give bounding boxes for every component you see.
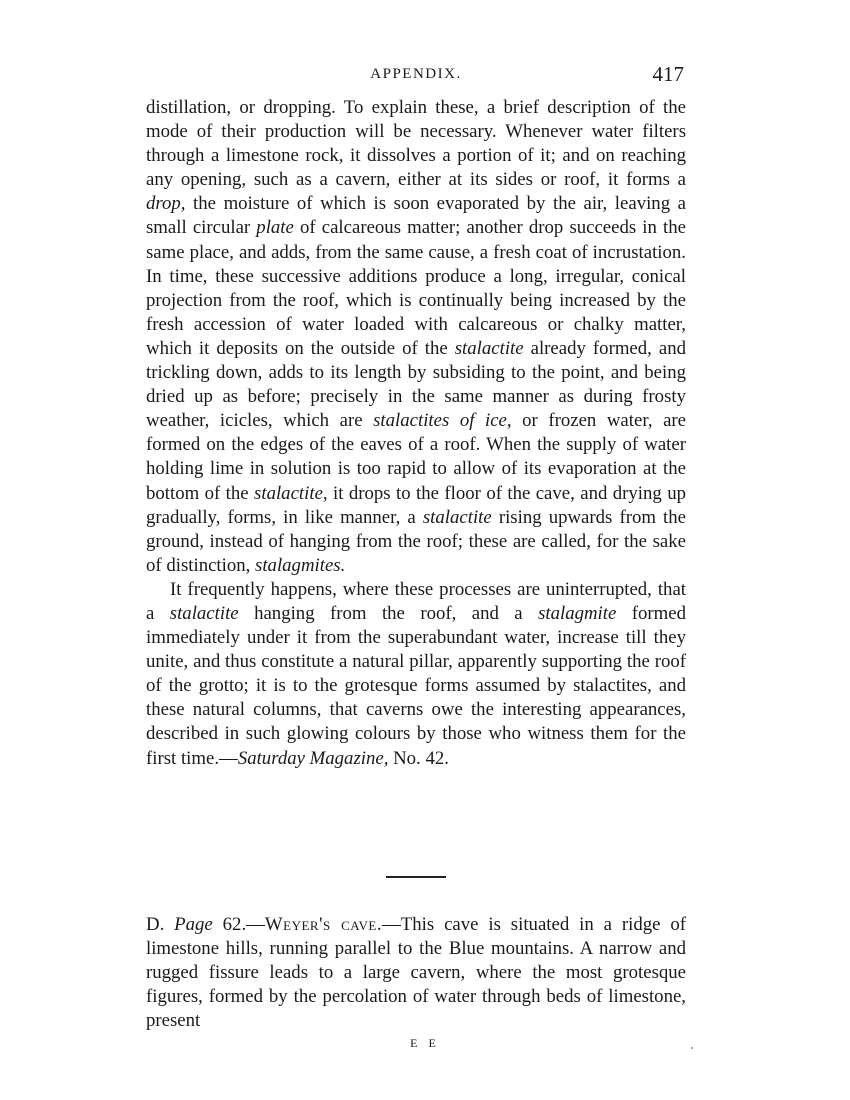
print-speck	[691, 1047, 693, 1049]
page-reference-label: Page	[174, 914, 213, 935]
text-run: rising upwards from the ground, instead of hanging from the roof; these are called, for the sake of distinction,	[146, 506, 686, 576]
text-run: it drops to the floor of the cave, and drying up gradually, forms, in like manner, a	[146, 482, 686, 528]
citation-source: Saturday Magazine,	[237, 747, 389, 769]
text-run: already formed, and trickling down, adds to its length by subsiding to the point, and being dried up as before; precisely in the same manner as during frosty weather, icicles, which are	[146, 337, 686, 432]
italic-term: stalactites of ice,	[373, 410, 512, 432]
text-run: —This cave is situated in a ridge of limestone hills, running parallel to the Blue mountains. A narrow and rugged fissure leads to a large cavern, where the most grotesque figures, formed by the percolation of water through beds of limestone, present	[146, 914, 686, 1032]
running-title: APPENDIX.	[370, 66, 462, 82]
text-run: of calcareous matter; another drop succeeds in the same place, and adds, from the same cause, a fresh coat of incrustation. In time, these successive additions produce a long, irregular, conical projection from the roof, which is continually being increased by the fresh accession of water loaded with calcareous or chalky matter, which it deposits on the outside of the	[146, 217, 686, 359]
paragraph-natural-pillars	[146, 578, 686, 771]
page-number: 417	[652, 62, 684, 86]
italic-term: stalactite	[169, 602, 239, 624]
italic-term: stalagmites.	[255, 554, 346, 576]
text-run: distillation, or dropping. To explain these, a brief description of the mode of their production will be necessary. Whenever water filters through a limestone rock, it dissolves a portion of it; and on reaching any opening, such as a cavern, either at its sides or roof, it forms a	[146, 97, 686, 191]
text-run: or frozen water, are formed on the edges of the eaves of a roof. When the supply of water holding lime in solution is too rapid to allow of its evaporation at the bottom of the	[146, 410, 687, 504]
signature-mark: E E	[410, 1036, 440, 1050]
italic-term: drop,	[146, 193, 186, 215]
paragraph-weyers-cave	[146, 913, 686, 1033]
text-run: No. 42.	[388, 747, 449, 769]
italic-term: stalagmite	[538, 602, 617, 624]
italic-term: stalactite,	[254, 482, 328, 504]
italic-term: stalactite	[454, 337, 524, 359]
italic-term: stalactite	[422, 506, 492, 528]
cave-name: Weyer's cave.	[264, 914, 383, 935]
paragraph-stalactite-formation	[146, 96, 686, 578]
text-run: formed immediately under it from the superabundant water, increase till they unite, and thus constitute a natural pillar, apparently supporting the roof of the grotto; it is to the grotesque forms assumed by stalactites, and these natural columns, that caverns owe the interesting appearances, described in such glowing colours by those who witness them for the first time.—	[146, 602, 686, 769]
section-letter: D.	[146, 914, 175, 935]
text-run: It frequently happens, where these processes are uninterrupted, that a	[146, 578, 686, 624]
section-divider	[386, 876, 446, 878]
section-d	[146, 913, 686, 1033]
text-run: the moisture of which is soon evaporated by the air, leaving a small circular	[146, 193, 686, 239]
italic-term: plate	[256, 217, 294, 239]
main-text	[146, 96, 686, 771]
page-reference-number: 62.—	[212, 914, 265, 935]
text-run: hanging from the roof, and a	[238, 602, 539, 624]
running-header	[146, 62, 686, 88]
